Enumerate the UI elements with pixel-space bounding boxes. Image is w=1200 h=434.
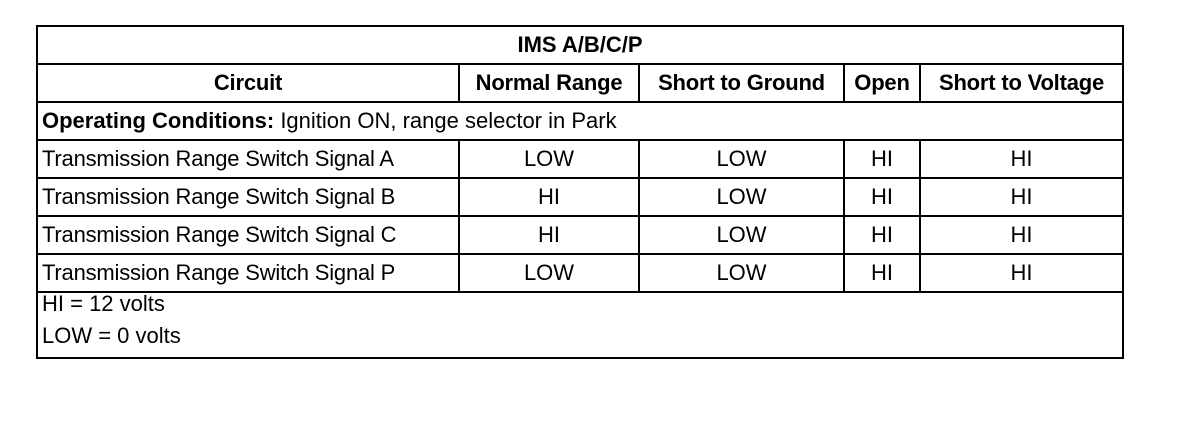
table-title: IMS A/B/C/P	[37, 26, 1123, 64]
normal-range-value: HI	[459, 178, 639, 216]
circuit-name: Transmission Range Switch Signal B	[37, 178, 459, 216]
normal-range-value: LOW	[459, 140, 639, 178]
table-row	[37, 216, 1123, 254]
open-value: HI	[844, 140, 920, 178]
header-row	[37, 64, 1123, 102]
short-to-ground-value: LOW	[639, 140, 844, 178]
table-row	[37, 178, 1123, 216]
header-circuit: Circuit	[37, 64, 459, 102]
header-short-to-ground: Short to Ground	[639, 64, 844, 102]
open-value: HI	[844, 216, 920, 254]
short-to-voltage-value: HI	[920, 216, 1123, 254]
operating-conditions-label: Operating Conditions:	[42, 108, 275, 133]
short-to-ground-value: LOW	[639, 254, 844, 292]
circuit-name: Transmission Range Switch Signal A	[37, 140, 459, 178]
table-row	[37, 254, 1123, 292]
operating-conditions	[37, 102, 1123, 140]
normal-range-value: LOW	[459, 254, 639, 292]
normal-range-value: HI	[459, 216, 639, 254]
operating-conditions-row	[37, 102, 1123, 140]
note-hi: HI = 12 volts	[42, 292, 165, 316]
short-to-voltage-value: HI	[920, 140, 1123, 178]
notes-cell	[37, 292, 1123, 358]
header-open: Open	[844, 64, 920, 102]
header-short-to-voltage: Short to Voltage	[920, 64, 1123, 102]
table-row	[37, 140, 1123, 178]
note-low: LOW = 0 volts	[42, 323, 181, 348]
short-to-ground-value: LOW	[639, 178, 844, 216]
open-value: HI	[844, 254, 920, 292]
operating-conditions-text: Ignition ON, range selector in Park	[274, 108, 617, 133]
notes-row	[37, 292, 1123, 358]
short-to-ground-value: LOW	[639, 216, 844, 254]
ims-table	[36, 25, 1124, 359]
title-row	[37, 26, 1123, 64]
open-value: HI	[844, 178, 920, 216]
short-to-voltage-value: HI	[920, 178, 1123, 216]
circuit-name: Transmission Range Switch Signal P	[37, 254, 459, 292]
header-normal-range: Normal Range	[459, 64, 639, 102]
circuit-name: Transmission Range Switch Signal C	[37, 216, 459, 254]
short-to-voltage-value: HI	[920, 254, 1123, 292]
